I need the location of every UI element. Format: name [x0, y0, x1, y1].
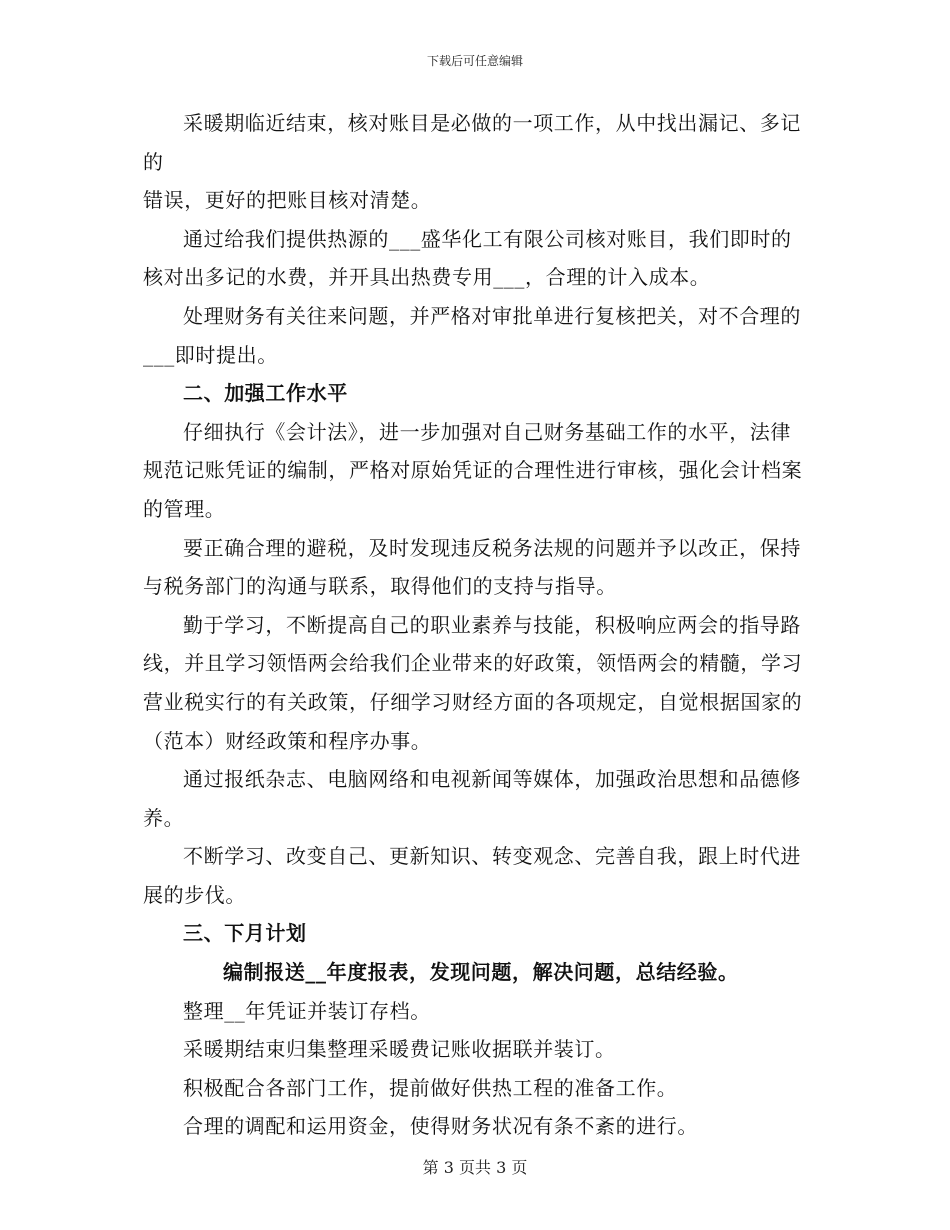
plan-item-report: 编制报送__年度报表，发现问题，解决问题，总结经验。 [223, 960, 739, 985]
page-header: 下载后可任意编辑 [426, 54, 523, 68]
paragraph-9: 不断学习、改变自己、更新知识、转变观念、完善自我，跟上时代进展的步伐。 [143, 844, 801, 907]
paragraph-6: 要正确合理的避税，及时发现违反税务法规的问题并予以改正，保持与税务部门的沟通与联系，取得他们的支持与指导。 [143, 535, 801, 599]
paragraph-5: 仔细执行《会计法》，进一步加强对自己财务基础工作的水平，法律规范记账凭证的编制，严格对原始凭证的合理性进行审核，强化会计档案的管理。 [143, 419, 803, 521]
page-number: 第 3 页共 3 页 [422, 1158, 528, 1177]
section-heading-2: 二、加强工作水平 [183, 381, 348, 406]
paragraph-2: 错误，更好的把账目核对清楚。 [143, 188, 432, 213]
plan-item-cooperation: 积极配合各部门工作，提前做好供热工程的准备工作。 [183, 1075, 678, 1100]
section-heading-3: 三、下月计划 [183, 921, 307, 946]
paragraph-8: 通过报纸杂志、电脑网络和电视新闻等媒体，加强政治思想和品德修养。 [143, 767, 801, 830]
paragraph-1: 采暖期临近结束，核对账目是必做的一项工作，从中找出漏记、多记的 [143, 111, 801, 174]
paragraph-3: 通过给我们提供热源的___盛华化工有限公司核对账目，我们即时的核对出多记的水费，并开具出热费专用___，合理的计入成本。 [143, 226, 792, 290]
paragraph-4: 处理财务有关往来问题，并严格对审批单进行复核把关，对不合理的___即时提出。 [143, 303, 801, 367]
plan-item-funds: 合理的调配和运用资金，使得财务状况有条不紊的进行。 [183, 1114, 698, 1139]
plan-item-receipts: 采暖期结束归集整理采暖费记账收据联并装订。 [183, 1037, 616, 1062]
paragraph-7: 勤于学习，不断提高自己的职业素养与技能，积极响应两会的指导路线，并且学习领悟两会给我们企业带来的好政策，领悟两会的精髓，学习营业税实行的有关政策，仔细学习财经方面的各项规定，自觉根据国家的（范本）财经政策和程序办事。 [143, 612, 803, 753]
document-body [143, 104, 803, 1146]
plan-item-vouchers: 整理__年凭证并装订存档。 [183, 998, 431, 1023]
